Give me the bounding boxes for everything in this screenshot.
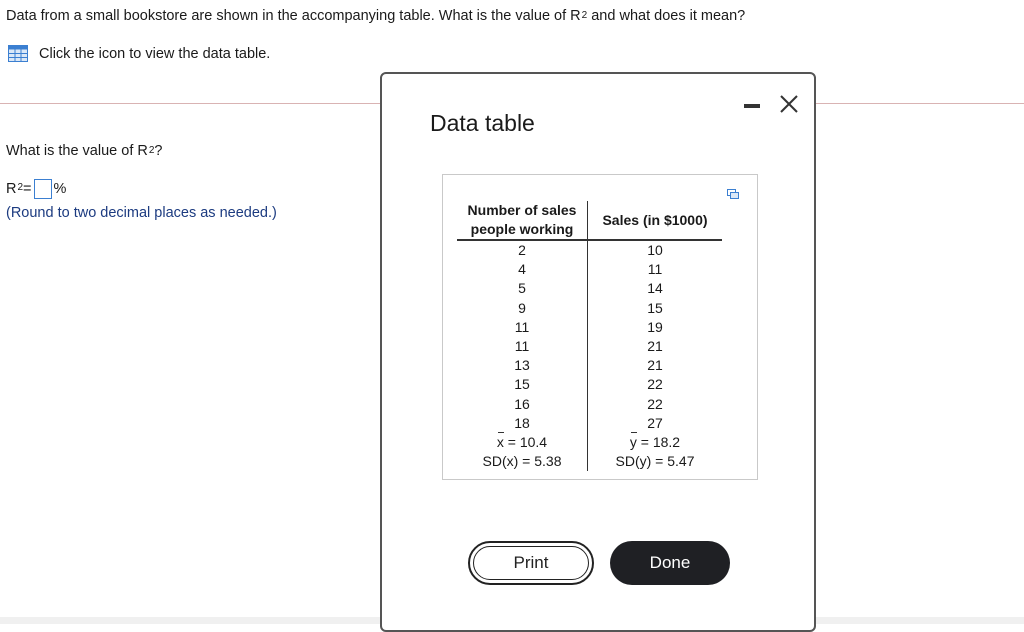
table-row: 9 15 <box>457 299 722 318</box>
data-table-dialog <box>380 72 816 632</box>
sd-y: SD(y) = 5.47 <box>615 453 695 470</box>
column-header-sales: Sales (in $1000) <box>588 201 723 240</box>
table-row: 4 11 <box>457 260 722 279</box>
r-squared-input[interactable] <box>34 179 52 199</box>
print-button[interactable]: Print <box>468 541 594 585</box>
data-table-frame <box>442 174 758 480</box>
view-data-table-link[interactable] <box>8 45 270 62</box>
table-row: 15 22 <box>457 375 722 394</box>
table-row: 13 21 <box>457 356 722 375</box>
summary-row-mean: x = 10.4 y = 18.2 <box>457 433 722 452</box>
done-button[interactable]: Done <box>610 541 730 585</box>
summary-row-sd <box>457 452 722 471</box>
table-row: 11 19 <box>457 318 722 337</box>
part-question: What is the value of $R^2$? <box>6 143 163 159</box>
copy-icon[interactable] <box>727 187 739 199</box>
question-text: Data from a small bookstore are shown in the accompanying table. What is the value of $R^2$ and what does it mean? <box>6 8 746 24</box>
sd-x: SD(x) = 5.38 <box>457 452 588 471</box>
view-data-table-label[interactable]: Click the icon to view the data table. <box>39 45 271 62</box>
table-row: 11 21 <box>457 337 722 356</box>
y-bar-symbol: y <box>629 433 637 450</box>
table-row: 18 27 <box>457 414 722 433</box>
table-row: 5 14 <box>457 279 722 298</box>
column-header-salespeople: Number of sales people working <box>457 201 588 240</box>
table-row: 16 22 <box>457 395 722 414</box>
minimize-icon[interactable] <box>744 104 760 108</box>
table-icon[interactable] <box>8 45 28 62</box>
x-bar-symbol: x <box>496 433 504 450</box>
data-table <box>457 201 722 471</box>
rounding-hint: (Round to two decimal places as needed.) <box>6 205 277 221</box>
dialog-title: Data table <box>430 110 535 136</box>
close-icon[interactable] <box>778 91 800 117</box>
table-row: 2 10 <box>457 240 722 260</box>
answer-row: R $^2$ = % <box>6 181 67 197</box>
